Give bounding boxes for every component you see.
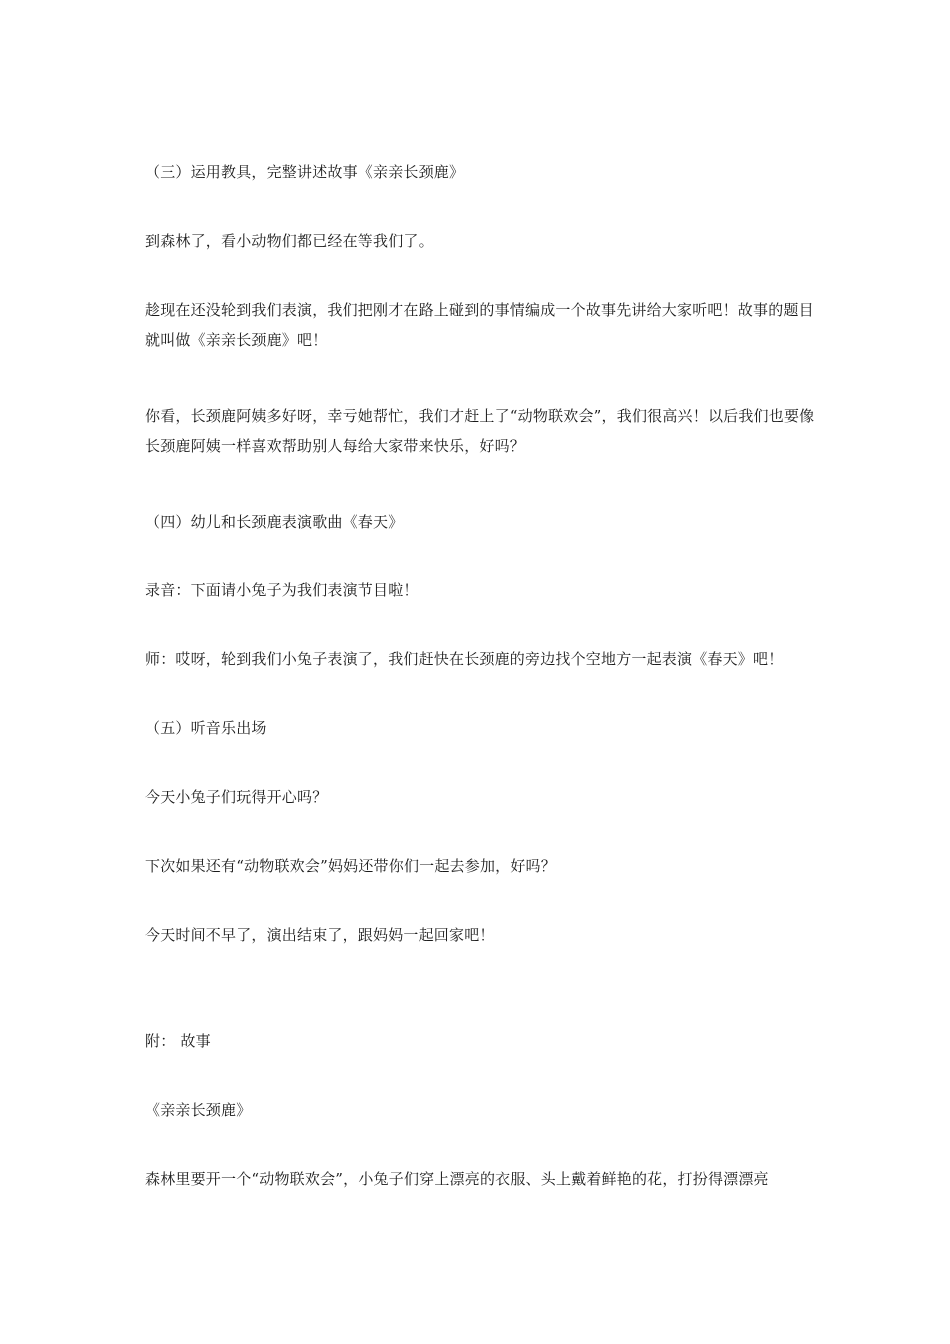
paragraph-text: 今天时间不早了，演出结束了，跟妈妈一起回家吧！ bbox=[145, 926, 495, 944]
paragraph-text: 趁现在还没轮到我们表演，我们把刚才在路上碰到的事情编成一个故事先讲给大家听吧！故事的题目就叫做《亲亲长颈鹿》吧！ bbox=[145, 301, 814, 349]
paragraph-text: 今天小兔子们玩得开心吗？ bbox=[145, 788, 328, 806]
appendix-label: 附： 故事 bbox=[145, 1032, 211, 1050]
paragraph-text: 森林里要开一个“动物联欢会”，小兔子们穿上漂亮的衣服、头上戴着鲜艳的花，打扮得漂漂亮 bbox=[145, 1170, 769, 1188]
paragraph-text: 师：哎呀，轮到我们小兔子表演了，我们赶快在长颈鹿的旁边找个空地方一起表演《春天》吧！ bbox=[145, 650, 784, 668]
story-title: 《亲亲长颈鹿》 bbox=[145, 1101, 252, 1119]
paragraph-text: 下次如果还有“动物联欢会”妈妈还带你们一起去参加，好吗？ bbox=[145, 857, 556, 875]
section-heading-4: （四）幼儿和长颈鹿表演歌曲《春天》 bbox=[145, 513, 404, 531]
section-heading-5: （五）听音乐出场 bbox=[145, 719, 267, 737]
paragraph-text: 你看，长颈鹿阿姨多好呀，幸亏她帮忙，我们才赶上了“动物联欢会”，我们很高兴！以后我们也要像长颈鹿阿姨一样喜欢帮助别人每给大家带来快乐，好吗？ bbox=[145, 407, 815, 455]
paragraph-text: 到森林了，看小动物们都已经在等我们了。 bbox=[145, 232, 434, 250]
section-heading-3: （三）运用教具，完整讲述故事《亲亲长颈鹿》 bbox=[145, 163, 465, 181]
paragraph-text: 录音：下面请小兔子为我们表演节目啦！ bbox=[145, 581, 419, 599]
